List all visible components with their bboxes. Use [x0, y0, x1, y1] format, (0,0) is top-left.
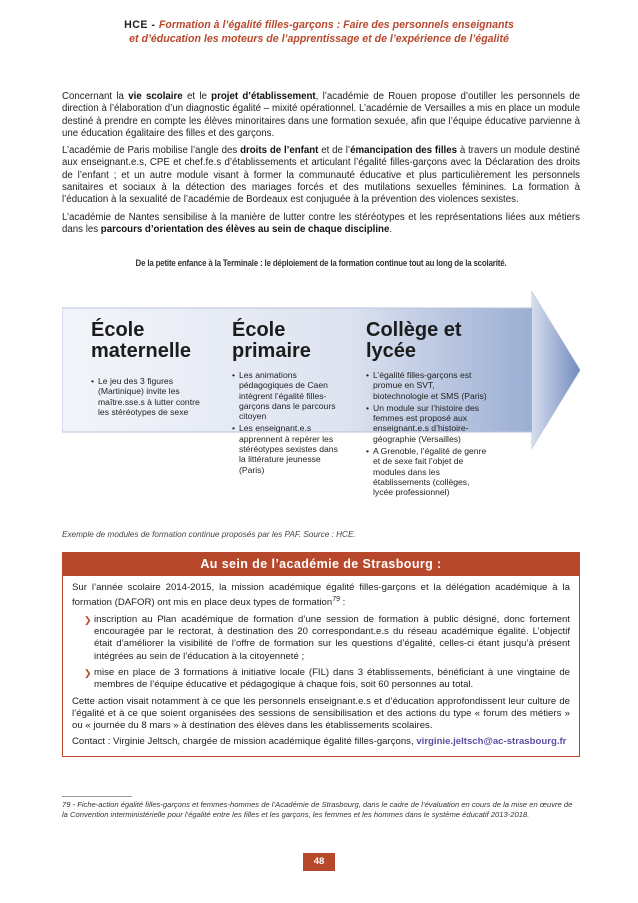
list-item: • L’égalité filles-garçons est promue en SVT, biotechnologie et SMS (Paris) [366, 370, 488, 401]
figure-caption: Exemple de modules de formation continue proposés par les PAF. Source : HCE. [62, 530, 356, 539]
list-item: • Le jeu des 3 figures (Martinique) invite les maître.sse.s à lutter contre les stéréotypes de sexe [91, 376, 209, 417]
header-org: HCE - [124, 19, 159, 31]
box-bullet: ❯ inscription au Plan académique de formation d’une session de formation à public désigné, donc fortement encouragée par le rectorat, à destination des 20 correspondant.e.s du réseau académique égalité. L’objectif était d’améliorer la visibilité de l’offre de formation sur les questions d’égalité, celles-ci étant jusqu’à présent intégrées au sein de l’éducation à la citoyenneté ; [84, 613, 570, 662]
box-body [63, 576, 579, 749]
footnote-ref[interactable]: 79 [332, 596, 341, 604]
page-header [0, 18, 638, 46]
footnote: 79 - Fiche-action égalité filles-garçons et femmes-hommes de l’Académie de Strasbourg, dans le cadre de l’évaluation en cours de la mise en œuvre de la Convention interministérielle pour l’égalité entre les filles et les garçons, les femmes et les hommes dans le système éducatif 2013-2018. [62, 800, 573, 819]
list-item: • A Grenoble, l’égalité de genre et de sexe fait l’objet de modules dans les établissements (collèges, lycée professionnel) [366, 446, 488, 497]
diagram-caption: De la petite enfance à la Terminale : le déploiement de la formation continue tout au long de la scolarité. [135, 258, 507, 268]
column-heading: École maternelle [91, 319, 192, 362]
column-maternelle [91, 320, 209, 419]
box-contact: Contact : Virginie Jeltsch, chargée de mission académique égalité filles-garçons, virginie.jeltsch@ac-strasbourg.fr [72, 736, 567, 748]
body-text [62, 91, 580, 241]
strasbourg-box [62, 552, 580, 757]
list-item: • Un module sur l’histoire des femmes est proposé aux enseignant.e.s d’histoire-géographie (Versailles) [366, 403, 488, 444]
header-title-line1: Formation à l’égalité filles-garçons : Faire des personnels enseignants [158, 19, 514, 31]
header-title-line2: et d’éducation les moteurs de l’apprentissage et de l’expérience de l’égalité [129, 33, 509, 45]
list-item: • Les animations pédagogiques de Caen intègrent l’égalité filles-garçons dans le parcours citoyen [232, 370, 344, 421]
box-title: Au sein de l’académie de Strasbourg : [63, 553, 579, 576]
training-diagram [62, 290, 580, 520]
footnote-divider [62, 796, 132, 797]
column-primaire [232, 320, 344, 477]
column-heading: Collège et lycée [366, 319, 462, 362]
email-link[interactable]: virginie.jeltsch@ac-strasbourg.fr [416, 736, 567, 748]
box-intro: Sur l’année scolaire 2014-2015, la mission académique égalité filles-garçons et la délégation académique à la formation (DAFOR) ont mis en place deux types de formation$^{79}$ : [72, 582, 570, 609]
paragraph-rouen-versailles: Concernant la vie scolaire et le projet d’établissement, l’académie de Rouen propose d’outiller les personnels de direction à l’élaboration d’un diagnostic égalité – mixité opérationnel. L’académie de Versailles a mis en place un module destiné à prendre en compte les élèves minoritaires dans une formation sexuée, afin que l’équipe éducative parvienne à une éducation égalitaire des filles et des garçons. [62, 91, 580, 139]
paragraph-paris-bordeaux: L’académie de Paris mobilise l’angle des droits de l’enfant et de l’émancipation des filles à travers un module destiné aux enseignant.e.s, CPE et chef.fe.s d’établissements et articulant l’égalité filles-garçons avec la Déclaration des droits de l’enfant ; et un autre module visant à former la communauté éducative et plus particulièrement les personnels sanitaires et sociaux à la détection des mariages forcés et des mutilations sexuelles féminines. La formation à l’éducation à la sexualité de l’académie de Bordeaux est conjuguée à la prévention des violences sexistes. [62, 145, 580, 206]
arrow-bullet-icon: ❯ [84, 614, 92, 625]
column-heading: École primaire [232, 319, 311, 362]
box-paragraph: Cette action visait notamment à ce que les personnels enseignant.e.s et d’éducation approfondissent leur culture de l’égalité et à ce que soient organisées des sessions de sensibilisation et des actions du type « forum des métiers » ou « journée du 8 mars » à destination des élèves dans les établissements scolaires. [72, 695, 570, 732]
paragraph-nantes: L’académie de Nantes sensibilise à la manière de lutter contre les stéréotypes et les représentations liées aux métiers dans les parcours d’orientation des élèves au sein de chaque discipline. [62, 211, 580, 235]
page-number: 48 [303, 853, 335, 871]
box-bullet: ❯ mise en place de 3 formations à initiative locale (FIL) dans 3 établissements, bénéficiant à une vingtaine de membres de l’équipe éducative et pédagogique à chaque fois, soit 60 personnes au total. [84, 666, 570, 691]
arrow-bullet-icon: ❯ [84, 667, 92, 678]
list-item: • Les enseignant.e.s apprennent à repérer les stéréotypes sexistes dans la littérature jeunesse (Paris) [232, 423, 344, 474]
column-college-lycee [366, 320, 488, 500]
